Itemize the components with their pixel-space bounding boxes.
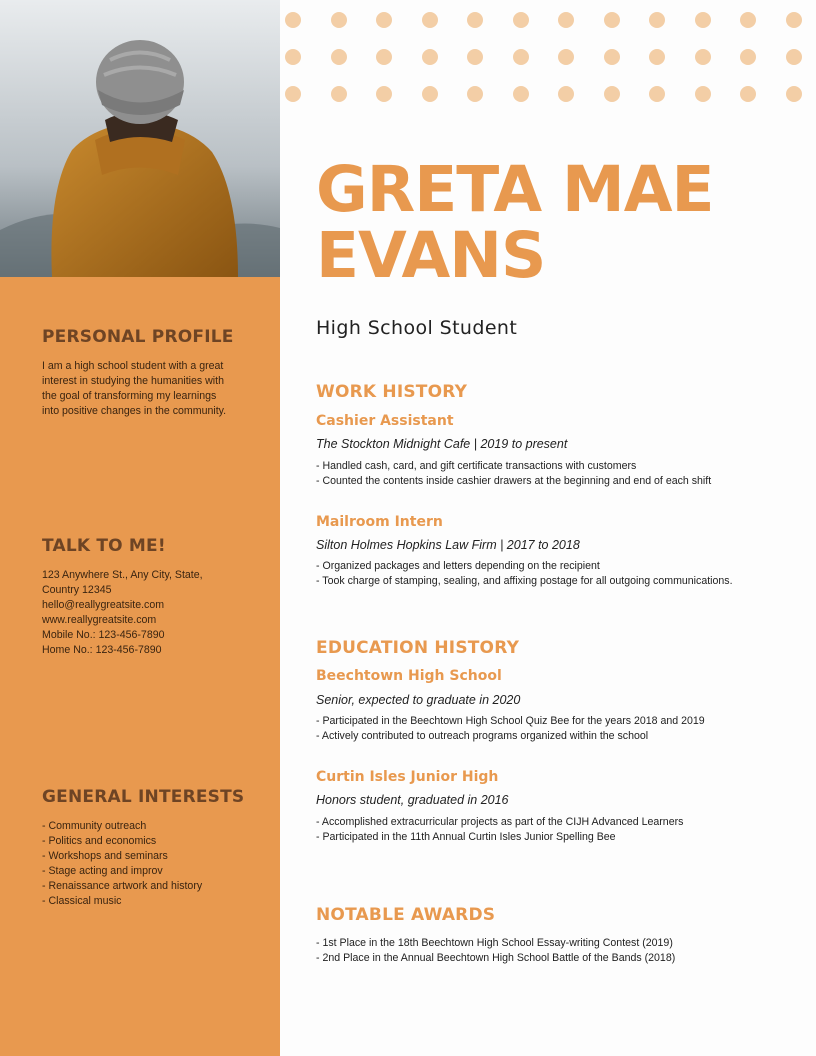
bullet-item: - Organized packages and letters depending on the recipient [316,560,600,572]
decorative-dot [513,49,529,65]
job-title: Mailroom Intern [316,514,443,530]
decorative-dot [422,86,438,102]
decorative-dot [786,86,802,102]
decorative-dot [331,49,347,65]
decorative-dot [649,86,665,102]
education-history-heading: EDUCATION HISTORY [316,638,520,658]
work-history-heading: WORK HISTORY [316,382,468,402]
decorative-dot-grid [284,12,816,122]
person-photo-illustration [0,0,280,277]
profile-line: the goal of transforming my learnings [42,390,217,402]
full-name [316,153,714,292]
interests-list [42,819,262,909]
decorative-dot [376,86,392,102]
address-line: 123 Anywhere St., Any City, State, [42,569,203,581]
award-item: - 2nd Place in the Annual Beechtown High School Battle of the Bands (2018) [316,952,676,964]
job-title: Cashier Assistant [316,413,454,429]
decorative-dot [558,49,574,65]
decorative-dot [513,12,529,28]
decorative-dot [376,12,392,28]
decorative-dot [649,49,665,65]
bullet-item: - Counted the contents inside cashier drawers at the beginning and end of each shift [316,475,712,487]
decorative-dot [786,12,802,28]
decorative-dot [331,12,347,28]
home-phone-text: Home No.: 123-456-7890 [42,644,162,656]
email-text: hello@reallygreatsite.com [42,599,165,611]
school-status: Senior, expected to graduate in 2020 [316,693,521,707]
bullet-item: - Actively contributed to outreach programs organized within the school [316,730,649,742]
contact-heading: TALK TO ME! [42,536,166,556]
school-bullets [316,714,796,744]
interest-item: - Politics and economics [42,835,157,847]
decorative-dot [695,12,711,28]
school-status: Honors student, graduated in 2016 [316,793,509,807]
profile-line: interest in studying the humanities with [42,375,224,387]
interest-item: - Community outreach [42,820,147,832]
decorative-dot [558,86,574,102]
decorative-dot [285,12,301,28]
decorative-dot [422,49,438,65]
interest-item: - Renaissance artwork and history [42,880,203,892]
school-bullets [316,815,796,845]
decorative-dot [740,12,756,28]
personal-profile-section [42,327,262,419]
decorative-dot [513,86,529,102]
decorative-dot [786,49,802,65]
website-text: www.reallygreatsite.com [42,614,157,626]
decorative-dot [604,12,620,28]
decorative-dot [467,49,483,65]
personal-profile-heading: PERSONAL PROFILE [42,327,234,347]
job-bullets [316,459,796,489]
interest-item: - Stage acting and improv [42,865,163,877]
bullet-item: - Handled cash, card, and gift certificate transactions with customers [316,460,637,472]
school-name: Beechtown High School [316,668,502,684]
role-title: High School Student [316,317,518,339]
decorative-dot [695,49,711,65]
job-bullets [316,559,796,589]
decorative-dot [558,12,574,28]
mobile-phone-text: Mobile No.: 123-456-7890 [42,629,165,641]
decorative-dot [376,49,392,65]
decorative-dot [467,12,483,28]
decorative-dot [649,12,665,28]
bullet-item: - Took charge of stamping, sealing, and affixing postage for all outgoing communications. [316,575,733,587]
bullet-item: - Participated in the 11th Annual Curtin Isles Junior Spelling Bee [316,831,616,843]
awards-bullets [316,936,796,966]
decorative-dot [604,49,620,65]
award-item: - 1st Place in the 18th Beechtown High School Essay-writing Contest (2019) [316,937,673,949]
profile-line: into positive changes in the community. [42,405,227,417]
job-employer-dates: The Stockton Midnight Cafe | 2019 to present [316,437,568,451]
address-line: Country 12345 [42,584,112,596]
profile-photo [0,0,280,277]
decorative-dot [331,86,347,102]
profile-line: I am a high school student with a great [42,360,224,372]
name-line-2: EVANS [316,219,546,292]
interest-item: - Workshops and seminars [42,850,168,862]
decorative-dot [285,49,301,65]
sidebar [0,277,280,1056]
contact-section [42,536,262,658]
decorative-dot [467,86,483,102]
decorative-dot [740,86,756,102]
interest-item: - Classical music [42,895,122,907]
decorative-dot [740,49,756,65]
bullet-item: - Participated in the Beechtown High School Quiz Bee for the years 2018 and 2019 [316,715,705,727]
bullet-item: - Accomplished extracurricular projects as part of the CIJH Advanced Learners [316,816,684,828]
decorative-dot [422,12,438,28]
interests-section [42,787,262,909]
job-employer-dates: Silton Holmes Hopkins Law Firm | 2017 to 2018 [316,538,580,552]
decorative-dot [285,86,301,102]
decorative-dot [695,86,711,102]
interests-heading: GENERAL INTERESTS [42,787,245,807]
school-name: Curtin Isles Junior High [316,769,499,785]
decorative-dot [604,86,620,102]
personal-profile-text [42,359,262,419]
name-line-1: GRETA MAE [316,153,714,226]
contact-details [42,568,262,658]
notable-awards-heading: NOTABLE AWARDS [316,905,496,925]
